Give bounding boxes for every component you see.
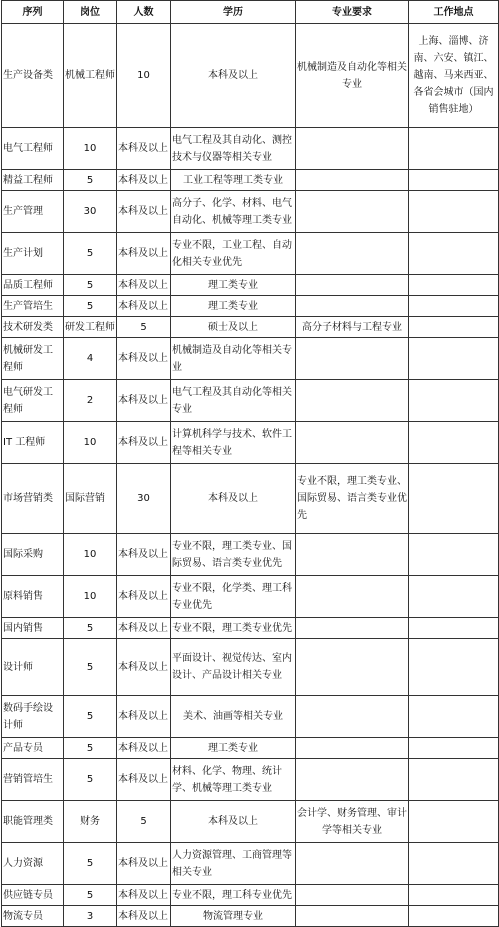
cell-location xyxy=(409,233,499,275)
cell-education: 美术、油画等相关专业 xyxy=(171,696,296,738)
cell-major xyxy=(296,233,409,275)
table-row xyxy=(2,464,499,534)
cell-seq: 电气工程师 xyxy=(2,128,64,170)
cell-position: 国际营销 xyxy=(64,464,117,534)
cell-education: 计算机科学与技术、软件工程等相关专业 xyxy=(171,422,296,464)
cell-education: 电气工程及其自动化等相关专业 xyxy=(171,380,296,422)
cell-location xyxy=(409,738,499,759)
table-row xyxy=(2,275,499,296)
cell-major xyxy=(296,738,409,759)
cell-education: 工业工程等理工类专业 xyxy=(171,170,296,191)
cell-position: 5 xyxy=(64,843,117,885)
table-row xyxy=(2,843,499,885)
cell-seq: 生产设备类 xyxy=(2,24,64,128)
cell-major xyxy=(296,338,409,380)
cell-education: 专业不限，理工类专业、国际贸易、语言类专业优先 xyxy=(171,534,296,576)
cell-education: 物流管理专业 xyxy=(171,906,296,927)
cell-location xyxy=(409,380,499,422)
cell-position: 3 xyxy=(64,906,117,927)
cell-position: 4 xyxy=(64,338,117,380)
cell-position: 10 xyxy=(64,128,117,170)
cell-seq: 生产管理 xyxy=(2,191,64,233)
cell-seq: 机械研发工程师 xyxy=(2,338,64,380)
cell-location xyxy=(409,759,499,801)
cell-education: 专业不限，理工类专业优先 xyxy=(171,618,296,639)
table-row xyxy=(2,738,499,759)
cell-position: 5 xyxy=(64,275,117,296)
cell-major: 机械制造及自动化等相关专业 xyxy=(296,24,409,128)
cell-position: 5 xyxy=(64,885,117,906)
cell-count: 本科及以上 xyxy=(117,843,171,885)
header-count: 人数 xyxy=(117,1,171,24)
table-row xyxy=(2,801,499,843)
cell-seq: 精益工程师 xyxy=(2,170,64,191)
cell-position: 5 xyxy=(64,738,117,759)
cell-education: 材料、化学、物理、统计学、机械等理工类专业 xyxy=(171,759,296,801)
cell-education: 平面设计、视觉传达、室内设计、产品设计相关专业 xyxy=(171,639,296,696)
cell-seq: 国内销售 xyxy=(2,618,64,639)
cell-seq: 职能管理类 xyxy=(2,801,64,843)
header-seq: 序列 xyxy=(2,1,64,24)
cell-count: 本科及以上 xyxy=(117,639,171,696)
cell-position: 2 xyxy=(64,380,117,422)
cell-seq: 营销管培生 xyxy=(2,759,64,801)
cell-major xyxy=(296,885,409,906)
cell-count: 本科及以上 xyxy=(117,759,171,801)
table-row xyxy=(2,128,499,170)
cell-count: 本科及以上 xyxy=(117,128,171,170)
cell-major xyxy=(296,696,409,738)
cell-position: 5 xyxy=(64,639,117,696)
cell-major xyxy=(296,296,409,317)
cell-seq: 供应链专员 xyxy=(2,885,64,906)
cell-position: 5 xyxy=(64,233,117,275)
cell-count: 本科及以上 xyxy=(117,534,171,576)
cell-location xyxy=(409,338,499,380)
cell-education: 本科及以上 xyxy=(171,24,296,128)
cell-major xyxy=(296,759,409,801)
cell-position: 5 xyxy=(64,696,117,738)
table-row xyxy=(2,885,499,906)
cell-count: 本科及以上 xyxy=(117,170,171,191)
cell-major: 专业不限，理工类专业、国际贸易、语言类专业优先 xyxy=(296,464,409,534)
table-row xyxy=(2,338,499,380)
cell-count: 本科及以上 xyxy=(117,275,171,296)
cell-education: 人力资源管理、工商管理等相关专业 xyxy=(171,843,296,885)
header-row xyxy=(2,1,499,24)
table-row xyxy=(2,696,499,738)
cell-location xyxy=(409,170,499,191)
table-row xyxy=(2,576,499,618)
cell-education: 硕士及以上 xyxy=(171,317,296,338)
cell-count: 本科及以上 xyxy=(117,338,171,380)
cell-count: 本科及以上 xyxy=(117,576,171,618)
table-row xyxy=(2,24,499,128)
cell-location xyxy=(409,696,499,738)
cell-major xyxy=(296,380,409,422)
cell-location xyxy=(409,801,499,843)
cell-count: 5 xyxy=(117,317,171,338)
cell-seq: 人力资源 xyxy=(2,843,64,885)
cell-seq: 电气研发工程师 xyxy=(2,380,64,422)
cell-position: 10 xyxy=(64,422,117,464)
cell-major xyxy=(296,639,409,696)
cell-education: 理工类专业 xyxy=(171,275,296,296)
cell-major xyxy=(296,618,409,639)
cell-seq: 物流专员 xyxy=(2,906,64,927)
cell-position: 财务 xyxy=(64,801,117,843)
table-row xyxy=(2,317,499,338)
table-row xyxy=(2,534,499,576)
cell-seq: 国际采购 xyxy=(2,534,64,576)
cell-seq: 设计师 xyxy=(2,639,64,696)
cell-location xyxy=(409,843,499,885)
cell-count: 本科及以上 xyxy=(117,738,171,759)
cell-education: 理工类专业 xyxy=(171,296,296,317)
header-major: 专业要求 xyxy=(296,1,409,24)
cell-location: 上海、淄博、济南、六安、镇江、越南、马来西亚、各省会城市（国内销售驻地） xyxy=(409,24,499,128)
cell-seq: IT 工程师 xyxy=(2,422,64,464)
cell-location xyxy=(409,191,499,233)
cell-count: 10 xyxy=(117,24,171,128)
cell-major xyxy=(296,906,409,927)
cell-position: 30 xyxy=(64,191,117,233)
table-row xyxy=(2,618,499,639)
cell-education: 专业不限，化学类、理工科专业优先 xyxy=(171,576,296,618)
cell-position: 机械工程师 xyxy=(64,24,117,128)
cell-education: 本科及以上 xyxy=(171,801,296,843)
table-row xyxy=(2,380,499,422)
cell-position: 10 xyxy=(64,576,117,618)
cell-major xyxy=(296,576,409,618)
cell-seq: 生产计划 xyxy=(2,233,64,275)
cell-location xyxy=(409,639,499,696)
cell-location xyxy=(409,296,499,317)
cell-count: 本科及以上 xyxy=(117,380,171,422)
cell-education: 机械制造及自动化等相关专业 xyxy=(171,338,296,380)
cell-position: 研发工程师 xyxy=(64,317,117,338)
cell-major xyxy=(296,275,409,296)
cell-count: 本科及以上 xyxy=(117,885,171,906)
header-position: 岗位 xyxy=(64,1,117,24)
cell-seq: 原料销售 xyxy=(2,576,64,618)
cell-seq: 市场营销类 xyxy=(2,464,64,534)
recruitment-table xyxy=(1,0,499,927)
table-row xyxy=(2,422,499,464)
cell-location xyxy=(409,576,499,618)
header-education: 学历 xyxy=(171,1,296,24)
cell-position: 5 xyxy=(64,759,117,801)
cell-count: 30 xyxy=(117,464,171,534)
cell-count: 本科及以上 xyxy=(117,296,171,317)
table-row xyxy=(2,191,499,233)
cell-position: 5 xyxy=(64,296,117,317)
cell-location xyxy=(409,885,499,906)
cell-position: 10 xyxy=(64,534,117,576)
cell-count: 本科及以上 xyxy=(117,191,171,233)
cell-seq: 技术研发类 xyxy=(2,317,64,338)
cell-seq: 品质工程师 xyxy=(2,275,64,296)
cell-education: 理工类专业 xyxy=(171,738,296,759)
cell-seq: 生产管培生 xyxy=(2,296,64,317)
cell-count: 本科及以上 xyxy=(117,618,171,639)
cell-major xyxy=(296,534,409,576)
cell-location xyxy=(409,275,499,296)
cell-count: 本科及以上 xyxy=(117,233,171,275)
cell-education: 专业不限，理工科专业优先 xyxy=(171,885,296,906)
cell-education: 电气工程及其自动化、测控技术与仪器等相关专业 xyxy=(171,128,296,170)
cell-major xyxy=(296,843,409,885)
cell-position: 5 xyxy=(64,618,117,639)
cell-education: 高分子、化学、材料、电气自动化、机械等理工类专业 xyxy=(171,191,296,233)
cell-location xyxy=(409,422,499,464)
cell-seq: 数码手绘设计师 xyxy=(2,696,64,738)
cell-count: 本科及以上 xyxy=(117,696,171,738)
table-row xyxy=(2,639,499,696)
table-row xyxy=(2,296,499,317)
cell-major xyxy=(296,128,409,170)
cell-location xyxy=(409,128,499,170)
cell-location xyxy=(409,464,499,534)
table-row xyxy=(2,759,499,801)
cell-major xyxy=(296,191,409,233)
cell-count: 本科及以上 xyxy=(117,906,171,927)
header-location: 工作地点 xyxy=(409,1,499,24)
cell-count: 5 xyxy=(117,801,171,843)
cell-education: 专业不限，工业工程、自动化相关专业优先 xyxy=(171,233,296,275)
table-row xyxy=(2,233,499,275)
cell-location xyxy=(409,317,499,338)
cell-seq: 产品专员 xyxy=(2,738,64,759)
cell-major xyxy=(296,170,409,191)
cell-location xyxy=(409,906,499,927)
cell-major xyxy=(296,422,409,464)
cell-location xyxy=(409,534,499,576)
cell-major: 高分子材料与工程专业 xyxy=(296,317,409,338)
cell-major: 会计学、财务管理、审计学等相关专业 xyxy=(296,801,409,843)
cell-position: 5 xyxy=(64,170,117,191)
table-row xyxy=(2,906,499,927)
table-row xyxy=(2,170,499,191)
cell-count: 本科及以上 xyxy=(117,422,171,464)
cell-education: 本科及以上 xyxy=(171,464,296,534)
cell-location xyxy=(409,618,499,639)
